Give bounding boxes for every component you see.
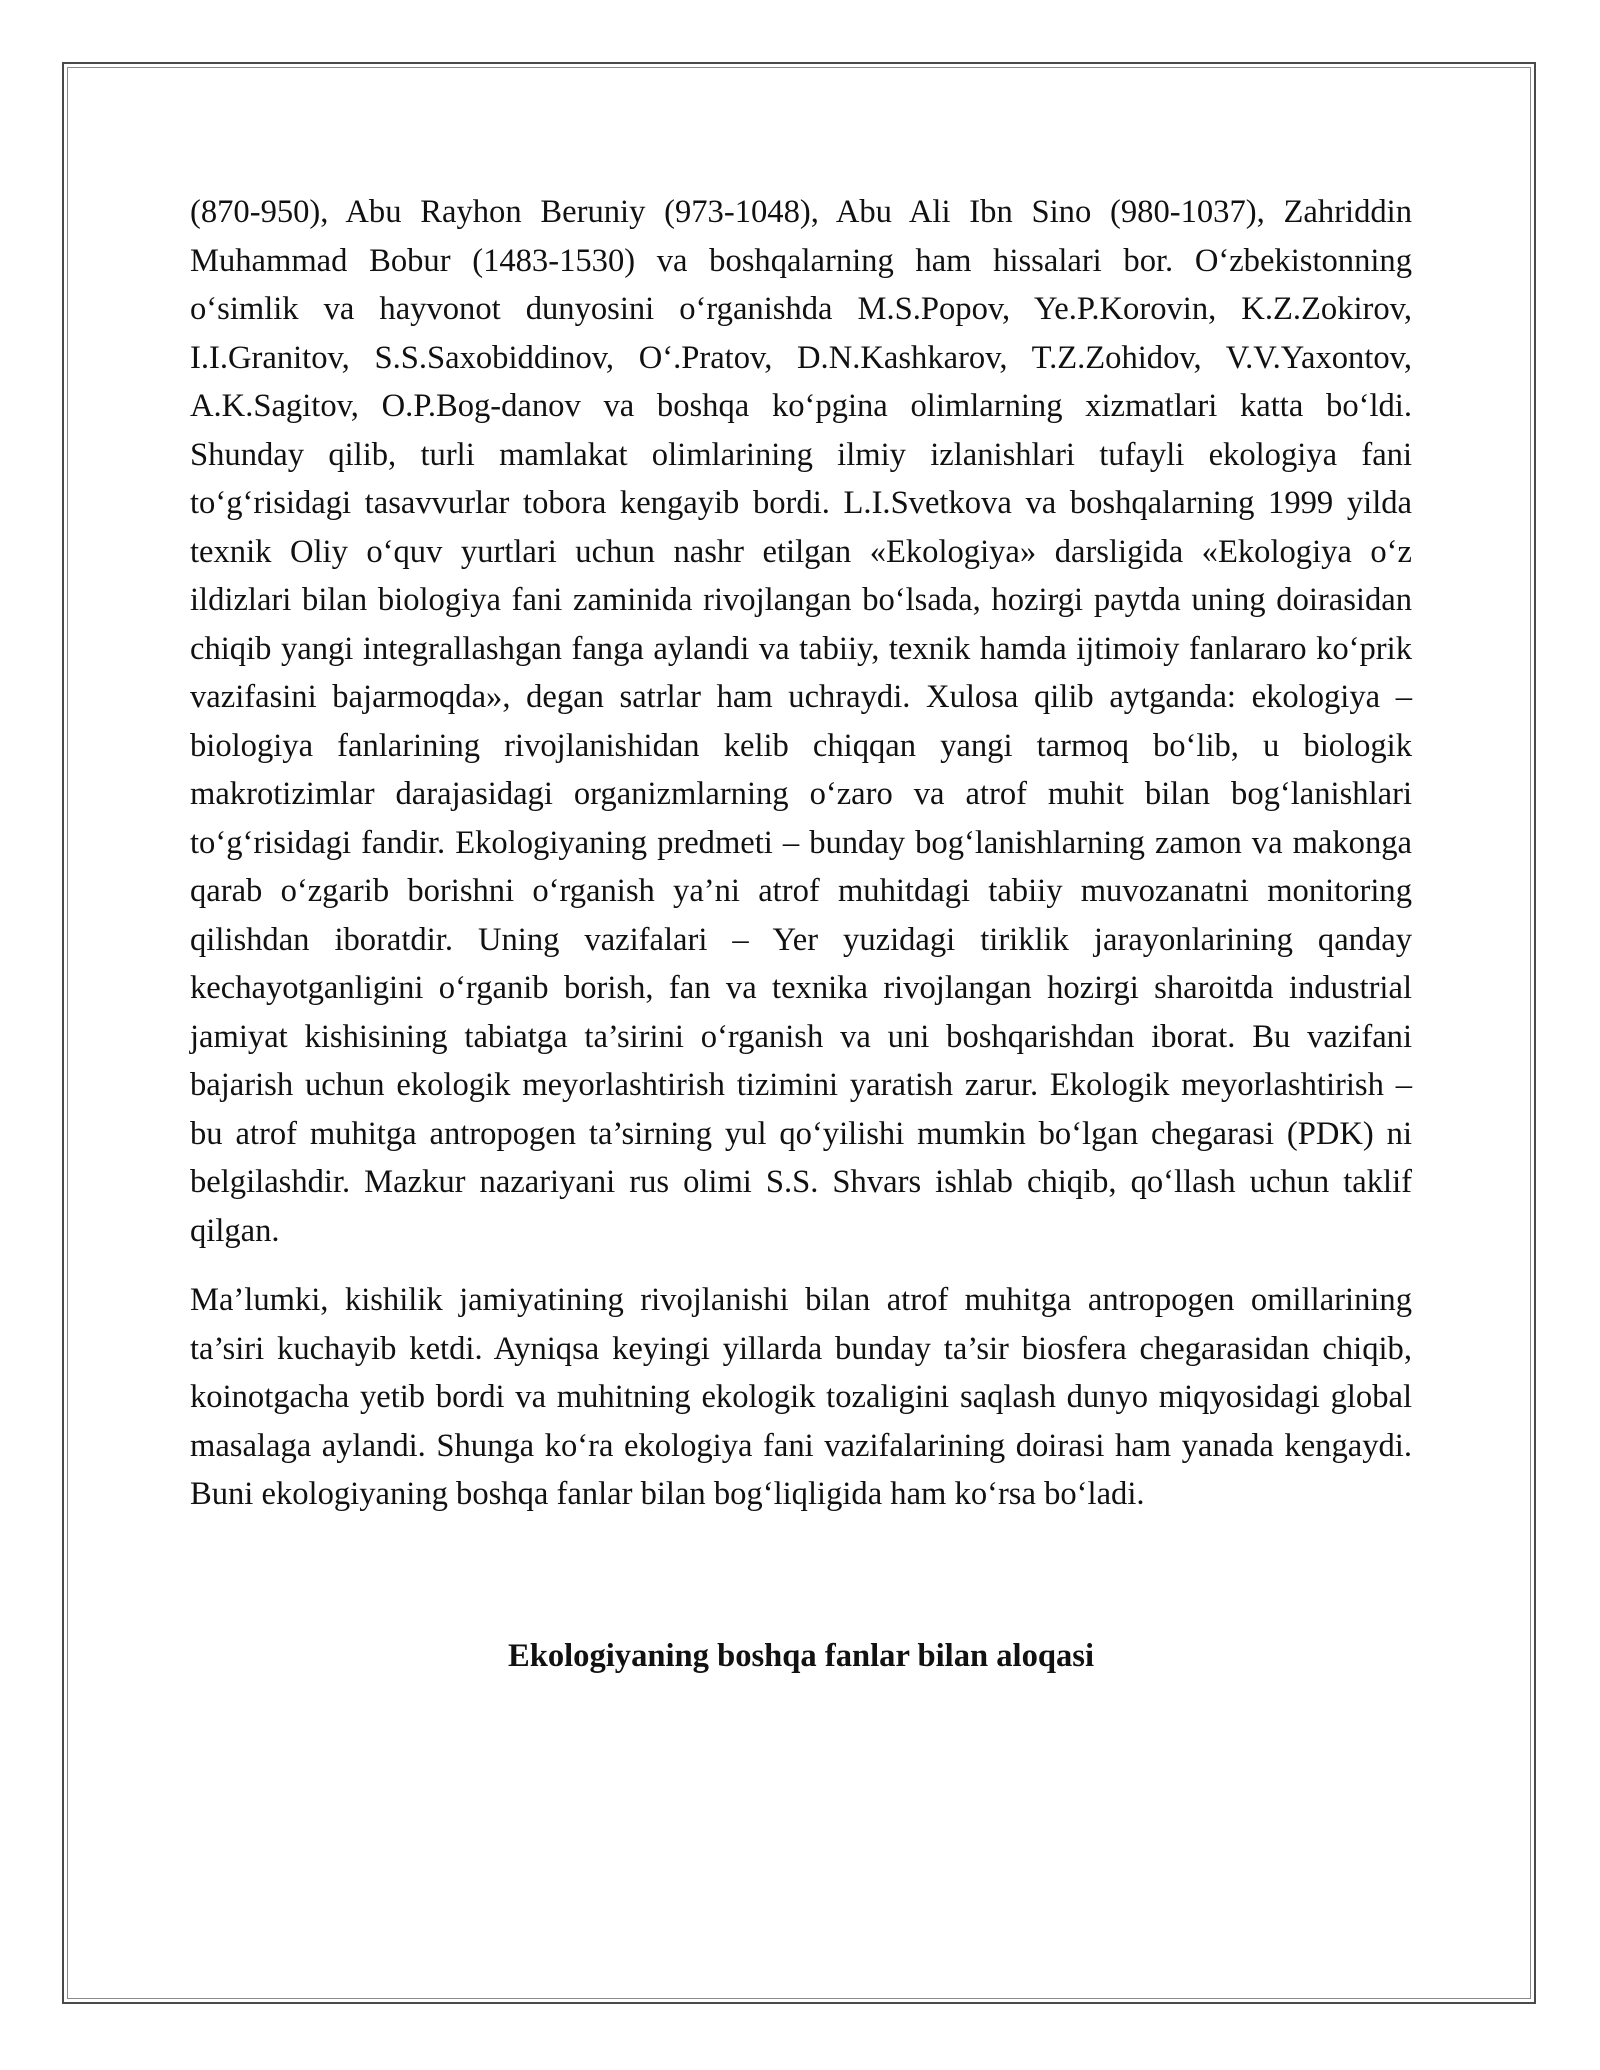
document-body (190, 188, 1412, 1680)
body-paragraph-1: (870-950), Abu Rayhon Beruniy (973-1048), Abu Ali Ibn Sino (980-1037), Zahriddin Muhammad Bobur (1483-1530) va boshqalarning ham hissalari bor. O‘zbekistonning o‘simlik va hayvonot dunyosini o‘rganishda M.S.Popov, Ye.P.Korovin, K.Z.Zokirov, I.I.Granitov, S.S.Saxobiddinov, O‘.Pratov, D.N.Kashkarov, T.Z.Zohidov, V.V.Yaxontov, A.K.Sagitov, O.P.Bog-danov va boshqa ko‘pgina olimlarning xizmatlari katta bo‘ldi. Shunday qilib, turli mamlakat olimlarining ilmiy izlanishlari tufayli ekologiya fani to‘g‘risidagi tasavvurlar tobora kengayib bordi. L.I.Svetkova va boshqalarning 1999 yilda texnik Oliy o‘quv yurtlari uchun nashr etilgan «Ekologiya» darsligida «Ekologiya o‘z ildizlari bilan biologiya fani zaminida rivojlangan bo‘lsada, hozirgi paytda uning doirasidan chiqib yangi integrallashgan fanga aylandi va tabiiy, texnik hamda ijtimoiy fanlararo ko‘prik vazifasini bajarmoqda», degan satrlar ham uchraydi. Xulosa qilib aytganda: ekologiya – biologiya fanlarining rivojlanishidan kelib chiqqan yangi tarmoq bo‘lib, u biologik makrotizimlar darajasidagi organizmlarning o‘zaro va atrof muhit bilan bog‘lanishlari to‘g‘risidagi fandir. Ekologiyaning predmeti – bunday bog‘lanishlarning zamon va makonga qarab o‘zgarib borishni o‘rganish ya’ni atrof muhitdagi tabiiy muvozanatni monitoring qilishdan iboratdir. Uning vazifalari – Yer yuzidagi tiriklik jarayonlarining qanday kechayotganligini o‘rganib borish, fan va texnika rivojlangan hozirgi sharoitda industrial jamiyat kishisining tabiatga ta’sirini o‘rganish va uni boshqarishdan iborat. Bu vazifani bajarish uchun ekologik meyorlashtirish tizimini yaratish zarur. Ekologik meyorlashtirish – bu atrof muhitga antropogen ta’sirning yul qo‘yilishi mumkin bo‘lgan chegarasi (PDK) ni belgilashdir. Mazkur nazariyani rus olimi S.S. Shvars ishlab chiqib, qo‘llash uchun taklif qilgan. (190, 194, 1412, 1249)
section-heading: Ekologiyaning boshqa fanlar bilan aloqasi (507, 1637, 1095, 1674)
body-paragraph-2: Ma’lumki, kishilik jamiyatining rivojlanishi bilan atrof muhitga antropogen omillarining ta’siri kuchayib ketdi. Ayniqsa keyingi yillarda bunday ta’sir biosfera chegarasidan chiqib, koinotgacha yetib bordi va muhitning ekologik tozaligini saqlash dunyo miqyosidagi global masalaga aylandi. Shunga ko‘ra ekologiya fani vazifalarining doirasi ham yanada kengaydi. Buni ekologiyaning boshqa fanlar bilan bog‘liqligida ham ko‘rsa bo‘ladi. (190, 1282, 1412, 1512)
